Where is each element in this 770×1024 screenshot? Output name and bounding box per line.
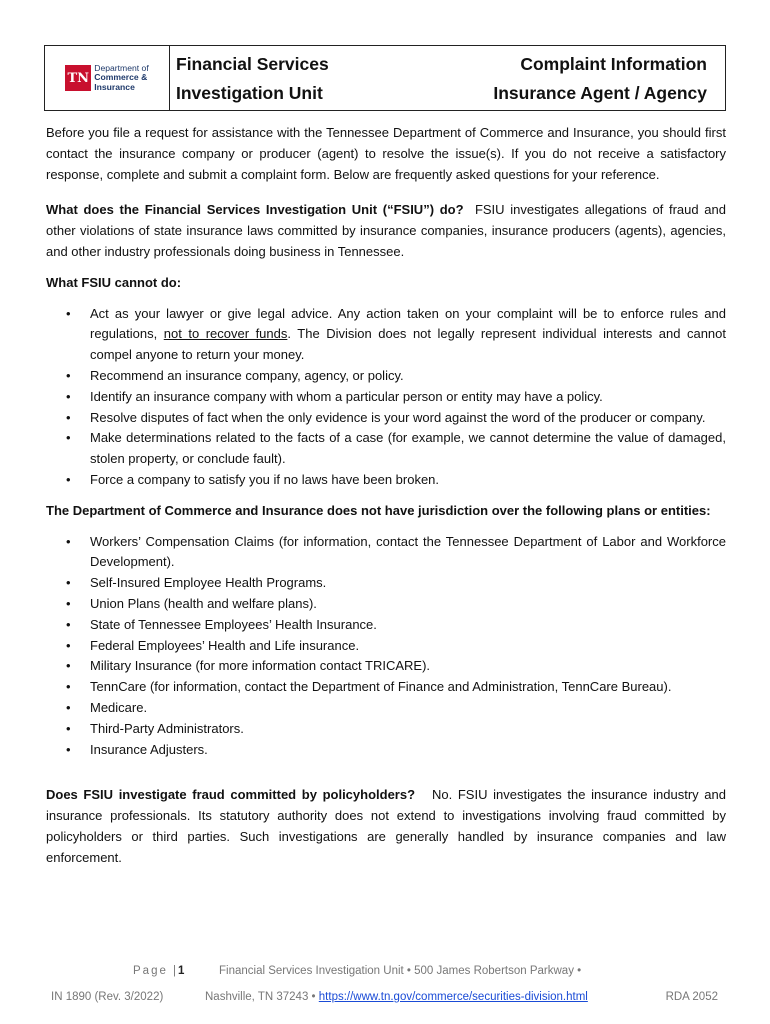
jurisdiction-list — [46, 532, 726, 761]
footer-city: Nashville, TN 37243 • https://www.tn.gov/commerce/securities-division.html — [205, 991, 588, 1003]
page-footer — [0, 958, 770, 1010]
list-item: • Insurance Adjusters. — [46, 740, 726, 761]
bullet-icon: • — [66, 637, 71, 653]
list-item: • Medicare. — [46, 698, 726, 719]
document-body — [46, 123, 726, 869]
list-item: • Union Plans (health and welfare plans). — [46, 594, 726, 615]
list-item: • Self-Insured Employee Health Programs. — [46, 573, 726, 594]
document-title: Complaint Information Insurance Agent / Agency — [493, 54, 707, 103]
bullet-icon: • — [66, 741, 71, 757]
q1-answer: FSIU investigates allegations of fraud and other violations of state insurance laws committed by insurance companies, insurance producers (agents), agencies, and other industry professionals doing business in Tennessee. — [46, 202, 726, 259]
q2-answer: No. FSIU investigates the insurance industry and insurance professionals. Its statutory authority does not extend to investigations involving fraud committed by policyholders or third parties. Such investigations are generally handled by insurance companies and law enforcement. — [46, 787, 726, 865]
unit-title: Financial Services Investigation Unit — [176, 54, 329, 103]
bullet-icon: • — [66, 430, 71, 446]
list-item: • Third-Party Administrators. — [46, 719, 726, 740]
page-number: 1 — [178, 965, 187, 977]
bullet-icon: • — [66, 409, 71, 425]
cannot-heading: What FSIU cannot do: — [46, 274, 182, 290]
page-indicator: Page |1 — [133, 965, 187, 977]
footer-unit-address: Financial Services Investigation Unit • 500 James Robertson Parkway • — [219, 965, 582, 977]
jurisdiction-heading: The Department of Commerce and Insurance does not have jurisdiction over the following plans or entities: — [46, 502, 711, 518]
bullet-icon: • — [66, 658, 71, 674]
list-item: • Force a company to satisfy you if no laws have been broken. — [46, 470, 726, 491]
list-item: • Identify an insurance company with whom a particular person or entity may have a policy. — [46, 387, 726, 408]
list-item: • Recommend an insurance company, agency, or policy. — [46, 366, 726, 387]
q1-question: What does the Financial Services Investigation Unit (“FSIU”) do? — [46, 202, 464, 218]
division-link[interactable]: https://www.tn.gov/commerce/securities-division.html — [318, 991, 588, 1003]
q2-paragraph — [46, 785, 726, 868]
bullet-icon: • — [66, 471, 71, 487]
list-item: • Workers’ Compensation Claims (for information, contact the Tennessee Department of Labor and Workforce Development). — [66, 533, 726, 570]
bullet-icon: • — [66, 595, 71, 611]
tn-commerce-insurance-logo — [65, 64, 148, 93]
list-item: • Resolve disputes of fact when the only evidence is your word against the word of the producer or company. — [46, 408, 726, 429]
q2-question: Does FSIU investigate fraud committed by policyholders? — [46, 787, 416, 803]
form-code: IN 1890 (Rev. 3/2022) — [51, 991, 164, 1003]
bullet-icon: • — [66, 367, 71, 383]
list-item: • Act as your lawyer or give legal advice. Any action taken on your complaint will be to enforce rules and regulations, not to recover funds. The Division does not legally represent individual interests and cannot compel anyone to return your money. — [66, 305, 726, 363]
list-item: • State of Tennessee Employees’ Health Insurance. — [46, 615, 726, 636]
bullet-icon: • — [66, 388, 71, 404]
list-item: • Federal Employees’ Health and Life insurance. — [46, 636, 726, 657]
intro-paragraph: Before you file a request for assistance with the Tennessee Department of Commerce and Insurance, you should first contact the insurance company or producer (agent) to resolve the issue(s). If you do not receive a satisfactory response, complete and submit a complaint form. Below are frequently asked questions for your reference. — [46, 125, 726, 182]
list-item: • TennCare (for information, contact the Department of Finance and Administration, TennCare Bureau). — [46, 677, 726, 698]
q1-paragraph — [46, 200, 726, 262]
underlined-text: not to recover funds — [163, 326, 288, 342]
bullet-icon: • — [66, 575, 71, 591]
logo-text: Department of Commerce & Insurance — [94, 62, 149, 92]
cannot-list — [46, 304, 726, 491]
bullet-icon: • — [66, 699, 71, 715]
list-item: • Military Insurance (for more information contact TRICARE). — [46, 656, 726, 677]
header-table — [44, 45, 726, 111]
title-cell — [170, 46, 725, 110]
bullet-icon: • — [66, 533, 71, 549]
bullet-icon: • — [66, 679, 71, 695]
rda-code: RDA 2052 — [665, 991, 718, 1003]
tn-badge: TN — [65, 65, 91, 91]
list-item: • Make determinations related to the facts of a case (for example, we cannot determine the value of damaged, stolen property, or conclude fault). — [66, 430, 726, 467]
bullet-icon: • — [66, 305, 71, 321]
bullet-icon: • — [66, 616, 71, 632]
logo-cell — [45, 46, 170, 110]
bullet-icon: • — [66, 720, 71, 736]
